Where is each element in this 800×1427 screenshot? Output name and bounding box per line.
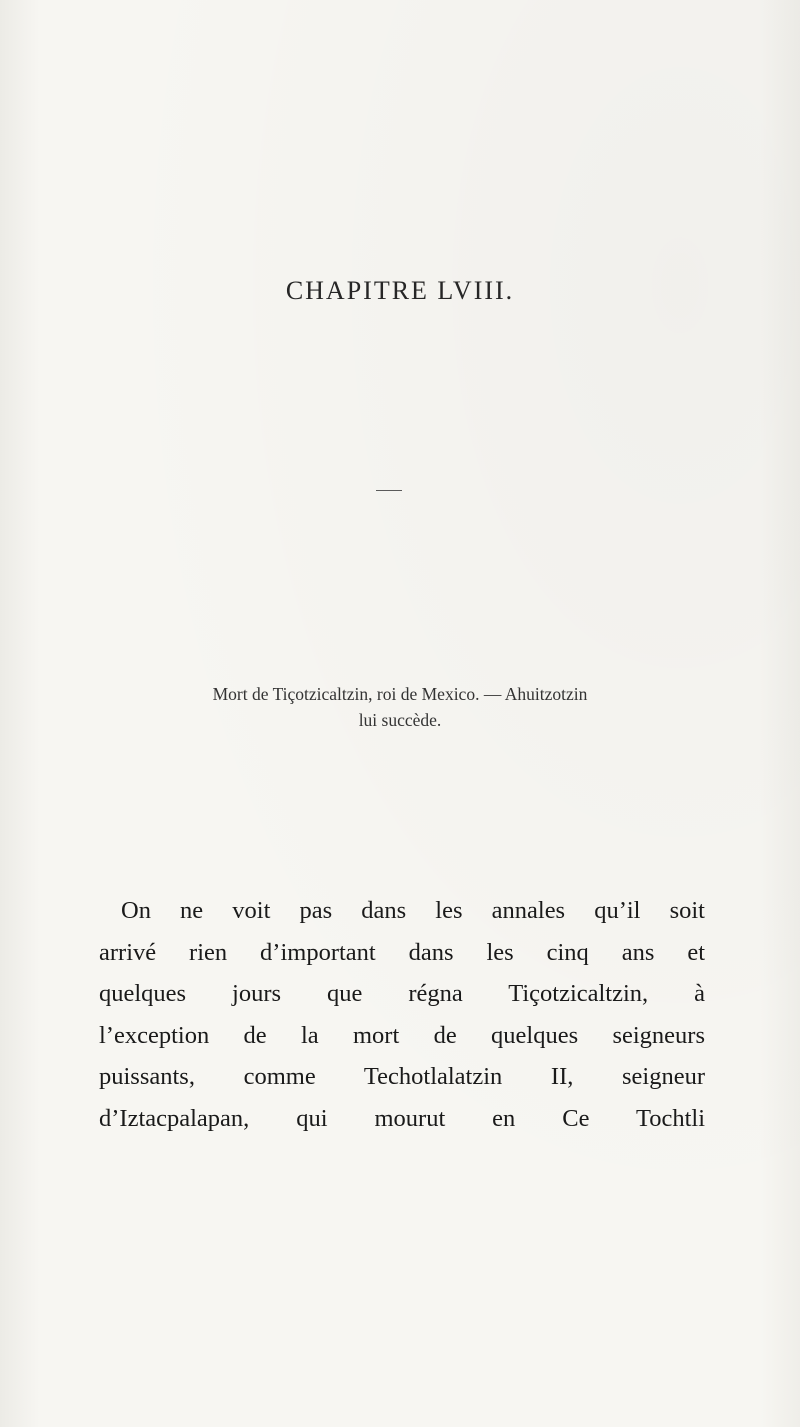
chapter-summary [0,681,800,733]
section-divider [376,490,402,491]
chapter-title: CHAPITRE LVIII. [285,276,515,305]
text-line: On ne voit pas dans les annales qu’il soit [121,897,705,924]
body-paragraph [99,890,705,1139]
summary-line: lui succède. [358,710,442,730]
text-line: quelques jours que régna Tiçotzicaltzin, à [99,980,705,1007]
text-line: d’Iztacpalapan, qui mourut en Ce Tochtli [99,1104,705,1132]
text-line: l’exception de la mort de quelques seigneurs [99,1021,705,1049]
summary-line: Mort de Tiçotzicaltzin, roi de Mexico. — Ahuitzotzin [212,684,588,704]
text-line: arrivé rien d’important dans les cinq ans et [99,938,705,966]
text-line: puissants, comme Techotlalatzin II, seigneur [99,1063,705,1090]
